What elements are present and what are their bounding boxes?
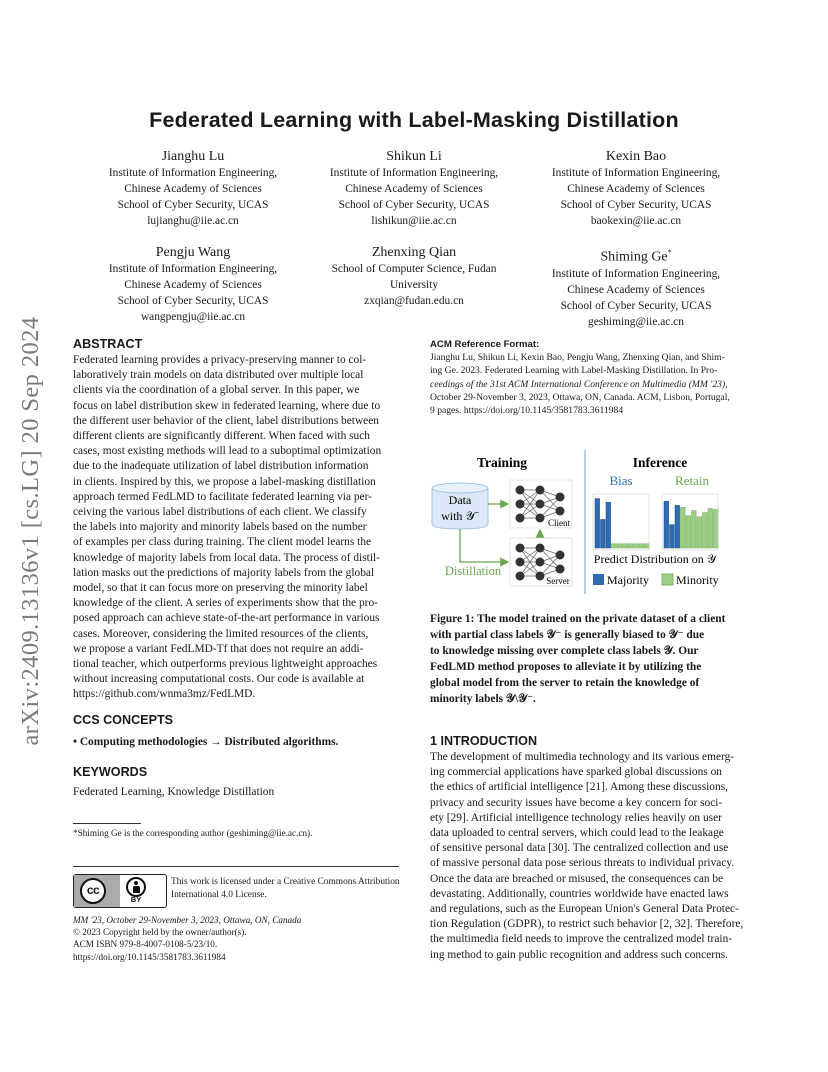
author-email[interactable]: zxqian@fudan.edu.cn: [364, 295, 464, 307]
text-line: of massive personal data pose serious threats to individual privacy.: [430, 857, 735, 870]
bias-majority-bar: [601, 519, 606, 548]
affiliation-line: Institute of Information Engineering,: [108, 263, 278, 275]
acm-reference-heading: ACM Reference Format:: [430, 339, 540, 350]
author-email[interactable]: lishikun@iie.ac.cn: [371, 215, 457, 227]
author-name: Jianghu Lu: [161, 149, 225, 164]
text-line: of sensitive personal data [30]. The centralized collection and use: [430, 842, 729, 855]
text-line: ing commercial applications have sparked global discussions on: [430, 766, 722, 779]
ccs-concepts: • Computing methodologies → Distributed algorithms.: [73, 736, 339, 748]
text-line: Federated learning provides a privacy-preserving manner to col-: [73, 354, 367, 366]
keywords-text: Federated Learning, Knowledge Distillation: [73, 786, 275, 798]
author-email[interactable]: wangpengju@iie.ac.cn: [140, 311, 246, 323]
retain-minority-bar: [692, 511, 697, 548]
corresponding-mark: *: [667, 248, 672, 257]
affiliation-line: University: [389, 279, 439, 291]
figure-1: [430, 444, 760, 596]
affiliation-line: Institute of Information Engineering,: [551, 267, 721, 280]
keywords-section: [73, 765, 399, 800]
affiliation-line: Institute of Information Engineering,: [108, 167, 278, 179]
retain-minority-bar: [708, 509, 713, 549]
bias-majority-bar: [595, 499, 600, 548]
introduction-heading: 1 INTRODUCTION: [430, 734, 538, 748]
text-line: lation masks out the predictions of majority labels from the global: [73, 566, 375, 579]
text-line: the labels into majority and minority labels based on the number: [73, 521, 367, 534]
retain-majority-bar: [675, 505, 680, 548]
text-line: Jianghu Lu, Shikun Li, Kexin Bao, Pengju Wang, Zhenxing Qian, and Shim-: [430, 352, 725, 363]
arxiv-sidebar: [16, 286, 46, 776]
text-line: ceiving the various label distributions of each client. We classify: [73, 506, 367, 519]
abstract-heading: ABSTRACT: [73, 337, 143, 351]
bias-bar-chart: [595, 499, 649, 548]
caption-line: minority labels 𝒴\𝒴⁻.: [430, 693, 536, 705]
bias-label: Bias: [609, 473, 633, 488]
caption-line: Figure 1: The model trained on the private dataset of a client: [430, 613, 726, 625]
data-label: Data: [448, 493, 472, 507]
retain-majority-bar: [664, 501, 669, 548]
affiliation-line: Chinese Academy of Sciences: [567, 183, 705, 195]
text-line: cases. Moreover, considering the limited resources of the clients,: [73, 627, 369, 640]
client-label: Client: [548, 518, 570, 528]
caption-line: FedLMD method proposes to alleviate it by utilizing the: [430, 661, 702, 673]
bias-majority-bar: [606, 502, 611, 548]
caption-line: global model from the server to retain the knowledge of: [430, 677, 700, 689]
ccs-section: [73, 713, 399, 750]
attribution-person-icon: [126, 877, 146, 897]
text-line: cases, most existing methods will lead to a suboptimal optimization: [73, 445, 382, 458]
affiliation-line: School of Cyber Security, UCAS: [117, 295, 269, 307]
text-line: the different user behavior of the client, label distributions between: [73, 414, 379, 427]
bias-minority-bar: [639, 544, 644, 548]
text-line: we propose a variant FedLMD-Tf that does not require an addi-: [73, 642, 364, 655]
author-email[interactable]: lujianghu@iie.ac.cn: [147, 215, 239, 227]
affiliation-line: Institute of Information Engineering,: [329, 167, 499, 179]
affiliation-line: School of Cyber Security, UCAS: [560, 299, 712, 312]
caption-line: to knowledge missing over complete class labels 𝒴. Our: [430, 645, 699, 657]
retain-label: Retain: [675, 473, 709, 488]
text-line: model, so that it can focus more on preserving the minority label: [73, 582, 368, 595]
author-3: [526, 148, 746, 229]
author-name: Shiming Ge*: [600, 248, 672, 265]
arxiv-id: arXiv:2409.13136v1 [cs.LG] 20 Sep 2024: [17, 316, 44, 746]
text-line: 9 pages. https://doi.org/10.1145/3581783.3611984: [430, 405, 624, 417]
text-line: tional teacher, which outperforms previous lightweight approaches: [73, 658, 378, 671]
introduction-section: [430, 734, 756, 963]
retain-minority-bar: [681, 507, 686, 548]
affiliation-line: School of Cyber Security, UCAS: [117, 199, 269, 211]
predict-distribution-label: Predict Distribution on 𝒴: [593, 552, 717, 566]
bias-minority-bar: [634, 544, 639, 548]
text-line: October 29-November 3, 2023, Ottawa, ON, Canada. ACM, Lisbon, Portugal,: [430, 391, 730, 403]
text-line: This work is licensed under a Creative Commons Attribution: [171, 877, 400, 887]
author-1: [83, 148, 303, 229]
author-name: Pengju Wang: [155, 245, 231, 260]
text-line: the multimedia field needs to improve the centralized model train-: [430, 933, 733, 946]
conference-line: MM '23, October 29-November 3, 2023, Ottawa, ON, Canada: [73, 915, 302, 925]
text-line: privacy and security issues have become a key concern for soci-: [430, 796, 723, 809]
text-line: of examples per class during training. The client model learns the: [73, 536, 372, 549]
publication-info: [73, 914, 403, 963]
text-line: data uploaded to central servers, which could lead to the leakage: [430, 827, 724, 840]
training-label: Training: [476, 455, 528, 470]
minority-swatch: [662, 574, 673, 585]
affiliation-line: Chinese Academy of Sciences: [567, 283, 705, 296]
distillation-arrow: [460, 529, 508, 562]
isbn-line: ACM ISBN 979-8-4007-0108-5/23/10.: [73, 939, 218, 950]
bias-minority-bar: [628, 544, 633, 548]
ccs-heading: CCS CONCEPTS: [73, 713, 174, 727]
by-label: BY: [130, 895, 142, 904]
text-line: different clients are significantly different. When faced with such: [73, 430, 370, 443]
copyright-line: © 2023 Copyright held by the owner/author(s).: [73, 927, 247, 938]
text-line: in clients. Inspired by this, we propose a label-masking distillation: [73, 475, 376, 488]
cc-icon: cc: [80, 878, 106, 904]
text-line: approach termed FedLMD to facilitate federated learning via per-: [73, 490, 372, 503]
retain-minority-bar: [703, 513, 708, 548]
bias-minority-bar: [617, 544, 622, 548]
text-line: ety [29]. Artificial intelligence technology relies heavily on user: [430, 811, 722, 824]
affiliation-line: Chinese Academy of Sciences: [124, 183, 262, 195]
author-email[interactable]: baokexin@iie.ac.cn: [590, 215, 682, 227]
data-subset-label: with 𝒴⁻: [441, 509, 479, 523]
text-line: International 4.0 License.: [171, 889, 267, 900]
text-line: laboratively train models on data distributed over multiple local: [73, 369, 364, 382]
majority-legend-label: Majority: [607, 573, 649, 587]
text-line: without increasing computational costs. Our code is available at: [73, 673, 365, 686]
author-email[interactable]: geshiming@iie.ac.cn: [588, 315, 684, 328]
affiliation-line: School of Computer Science, Fudan: [331, 263, 497, 275]
affiliation-line: Institute of Information Engineering,: [551, 167, 721, 179]
affiliation-line: School of Cyber Security, UCAS: [560, 199, 712, 211]
retain-bar-chart: [664, 501, 718, 548]
text-line: tion Regulation (GDPR), to restrict such behavior [2, 32]. Therefore,: [430, 918, 744, 931]
text-line: devastating. Additionally, countries worldwide have enacted laws: [430, 887, 729, 900]
keywords-heading: KEYWORDS: [73, 765, 148, 779]
text-line: The development of multimedia technology and its various emerg-: [430, 751, 735, 763]
abstract-body: [73, 353, 399, 703]
abstract-section: [73, 337, 399, 703]
distillation-label: Distillation: [444, 564, 502, 578]
retain-minority-bar: [686, 516, 691, 548]
bias-minority-bar: [612, 544, 617, 548]
text-line: knowledge of the client. A series of experiments show that the pro-: [73, 597, 378, 610]
acm-reference: [430, 339, 756, 417]
author-4: [83, 244, 303, 325]
license-rule: [73, 866, 399, 867]
affiliation-line: School of Cyber Security, UCAS: [338, 199, 490, 211]
retain-minority-bar: [697, 517, 702, 548]
bias-minority-bar: [623, 544, 628, 548]
author-name: Kexin Bao: [605, 149, 667, 164]
cc-license-badge[interactable]: [73, 874, 167, 908]
author-6: [526, 244, 746, 330]
footnote: *Shiming Ge is the corresponding author (geshiming@iie.ac.cn).: [73, 828, 313, 838]
author-name: Shikun Li: [386, 149, 442, 164]
inference-label: Inference: [632, 455, 688, 470]
paper-title: Federated Learning with Label-Masking Distillation: [149, 108, 679, 132]
text-line: and regulations, such as the European Union's General Data Protec-: [430, 903, 739, 916]
figure-1-caption: [430, 611, 756, 707]
text-line: the ethics of artificial intelligence [21]. Among these discussions,: [430, 781, 728, 794]
text-line: due to the inadequate utilization of label distribution information: [73, 460, 369, 473]
text-line: ing method to gain public recognition and address such concerns.: [430, 948, 728, 961]
majority-swatch: [593, 574, 604, 585]
author-name: Zhenxing Qian: [371, 245, 457, 260]
license-text: [171, 876, 411, 902]
introduction-body: [430, 750, 756, 963]
bias-minority-bar: [645, 544, 650, 548]
text-line: posed approach can achieve state-of-the-art performance in various: [73, 612, 380, 625]
acm-reference-body: [430, 351, 756, 417]
retain-majority-bar: [670, 525, 675, 548]
text-line: focus on label distribution skew in federated learning, where due to: [73, 399, 381, 412]
affiliation-line: Chinese Academy of Sciences: [124, 279, 262, 291]
figure-1-diagram: [430, 444, 760, 596]
text-line: ing Ge. 2023. Federated Learning with Label-Masking Distillation. In Pro-: [430, 365, 718, 377]
text-line: ceedings of the 31st ACM International Conference on Multimedia (MM '23),: [430, 378, 728, 390]
text-line: clients via the coordination of a global server. In this paper, we: [73, 384, 360, 397]
text-line: knowledge of majority labels from local data. The process of distil-: [73, 551, 380, 564]
retain-minority-bar: [714, 510, 719, 549]
author-5: [304, 244, 524, 309]
minority-legend-label: Minority: [676, 573, 719, 587]
affiliation-line: Chinese Academy of Sciences: [345, 183, 483, 195]
text-line: Once the data are breached or misused, the consequences can be: [430, 872, 724, 885]
doi-link[interactable]: https://doi.org/10.1145/3581783.3611984: [73, 951, 226, 962]
github-link[interactable]: https://github.com/wnma3mz/FedLMD.: [73, 688, 256, 701]
server-label: Server: [546, 576, 570, 586]
author-2: [304, 148, 524, 229]
caption-line: with partial class labels 𝒴⁻ is generally biased to 𝒴⁻ due: [430, 629, 705, 641]
footnote-rule: [73, 823, 141, 824]
